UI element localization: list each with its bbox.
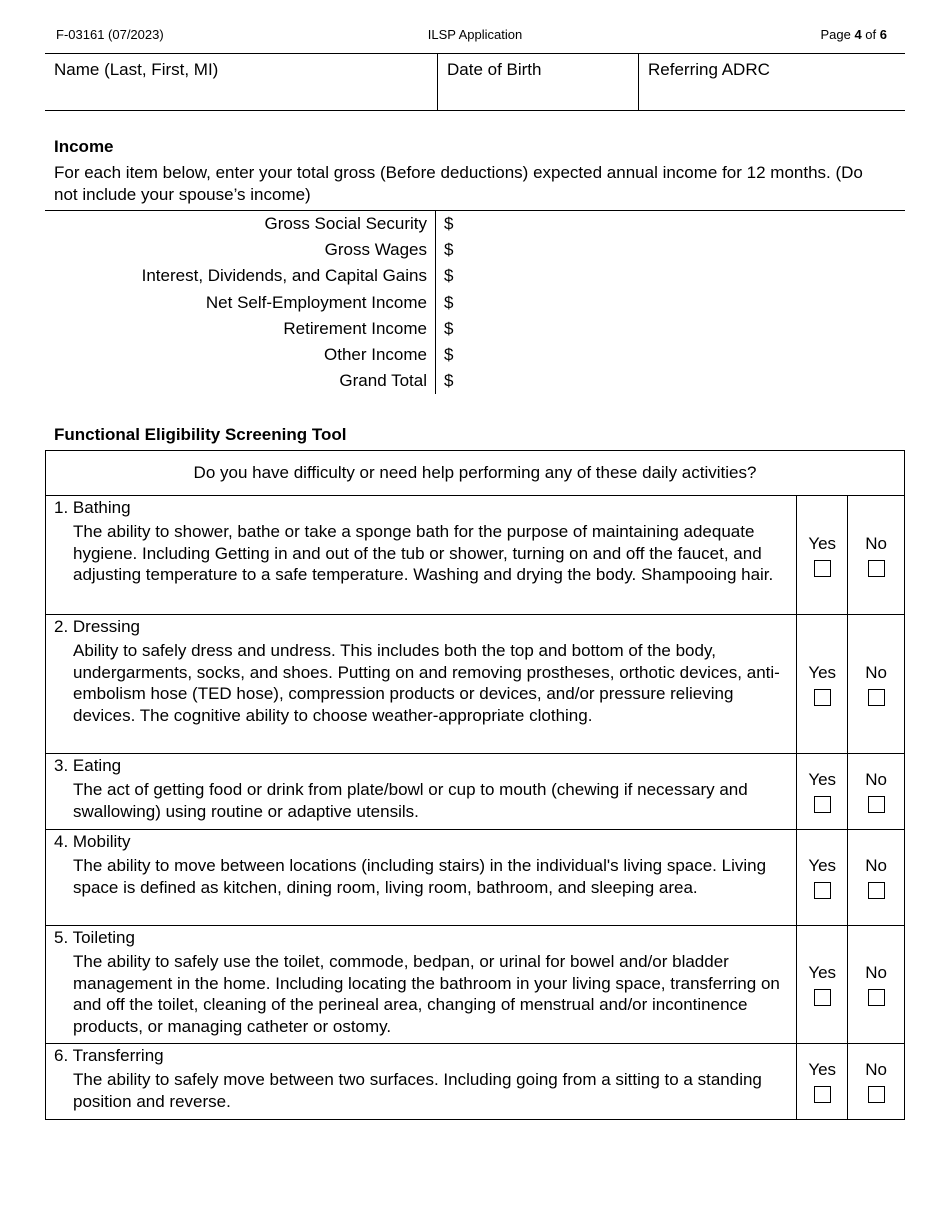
income-amount-cell [436,211,843,237]
income-label [45,290,436,316]
activity-title: 6. Transferring [54,1046,164,1065]
page-of: of [861,27,880,42]
yes-cell [797,830,848,925]
income-label [45,368,436,394]
activity-text [46,754,797,829]
currency-symbol: $ [444,318,454,338]
adrc-label: Referring ADRC [648,60,770,79]
fest-title: Functional Eligibility Screening Tool [54,425,347,444]
activity-title: 1. Bathing [54,498,131,517]
activity-description: The act of getting food or drink from plate/bowl or cup to mouth (chewing if necessary and swallowing) using routine or adaptive utensils. [73,780,748,821]
income-label-text: Retirement Income [283,318,427,338]
activity-row [46,830,904,926]
income-amount-cell [436,290,843,316]
no-cell [848,615,904,753]
income-description: For each item below, enter your total gross (Before deductions) expected annual income for 12 months. (Do not include your spouse’s income) [54,163,863,204]
income-row [45,316,843,342]
yes-checkbox[interactable] [814,560,831,577]
name-cell [45,54,437,110]
no-cell [848,1044,904,1119]
income-label-text: Gross Wages [324,240,427,260]
yes-cell [797,754,848,829]
activity-row [46,926,904,1044]
yes-label: Yes [808,662,837,682]
yes-cell [797,1044,848,1119]
yes-checkbox[interactable] [814,689,831,706]
no-checkbox[interactable] [868,560,885,577]
currency-symbol: $ [444,345,454,365]
income-row [45,237,843,263]
income-row [45,290,843,316]
activity-text [46,1044,797,1119]
activity-description: The ability to shower, bathe or take a sponge bath for the purpose of maintaining adequate hygiene. Including Getting in and out of the tub or shower, turning on and off the faucet, and adjusting temperature to a safe temperature. Washing and drying the body. Shampooing hair. [73,522,774,584]
income-row [45,342,843,368]
currency-symbol: $ [444,214,454,234]
currency-symbol: $ [444,292,454,312]
income-amount-cell [436,316,843,342]
income-amount-input[interactable] [459,318,843,340]
no-cell [848,496,904,614]
income-amount-cell [436,263,843,289]
activity-text [46,830,797,925]
adrc-cell [638,54,905,110]
yes-checkbox[interactable] [814,882,831,899]
activity-text [46,615,797,753]
income-amount-cell [436,237,843,263]
income-amount-input[interactable] [459,239,843,261]
yes-cell [797,496,848,614]
page-indicator [820,27,887,42]
page-prefix: Page [820,27,855,42]
activity-title: 3. Eating [54,756,122,775]
activity-row [46,615,904,754]
yes-checkbox[interactable] [814,796,831,813]
adrc-field[interactable] [643,85,901,107]
activity-description: The ability to move between locations (including stairs) in the individual's living space. Living space is defined as kitchen, dining room, living room, bathroom, and sleeping area. [73,856,767,897]
no-checkbox[interactable] [868,689,885,706]
activity-row [46,496,904,615]
page-total: 6 [879,27,887,42]
no-label: No [865,1060,887,1079]
yes-label: Yes [808,856,837,875]
form-number: F-03161 (07/2023) [56,27,164,42]
yes-label: Yes [808,770,837,789]
name-field[interactable] [49,85,433,107]
income-label [45,263,436,289]
no-checkbox[interactable] [868,882,885,899]
no-cell [848,926,904,1043]
income-label-text: Net Self-Employment Income [205,292,427,312]
income-row [45,368,843,394]
activity-title: 4. Mobility [54,832,131,851]
yes-label: Yes [808,533,837,553]
income-row [45,263,843,289]
activity-description: The ability to safely use the toilet, commode, bedpan, or urinal for bowel and/or bladder management in the home. Including locating the bathroom in your living space, transferring on and off the toilet, cleaning of the perineal area, changing of menstrual and/or incontinence products, or managing catheter or ostomy. [73,952,780,1036]
no-checkbox[interactable] [868,796,885,813]
activity-text [46,496,797,614]
activity-row [46,754,904,830]
income-amount-input[interactable] [459,370,843,392]
currency-symbol: $ [444,266,454,286]
form-title: ILSP Application [427,27,523,42]
page-current: 4 [854,27,862,42]
name-label: Name (Last, First, MI) [54,60,219,79]
no-cell [848,754,904,829]
yes-checkbox[interactable] [814,1086,831,1103]
income-row [45,211,843,237]
income-amount-cell [436,368,843,394]
no-label: No [865,856,887,875]
fest-question: Do you have difficulty or need help performing any of these daily activities? [46,451,904,496]
income-amount-input[interactable] [459,292,843,314]
yes-label: Yes [808,963,837,982]
activity-description: Ability to safely dress and undress. This includes both the top and bottom of the body, undergarments, socks, and shoes. Putting on and removing prostheses, orthotic devices, anti-embolism hose (TED hose), compression products or devices, and/or pressure relieving devices. The cognitive ability to choose weather-appropriate clothing. [73,641,780,725]
activity-title: 5. Toileting [54,928,135,947]
income-amount-cell [436,342,843,368]
activity-row [46,1044,904,1119]
dob-label: Date of Birth [447,60,542,79]
identity-table [45,53,905,111]
dob-cell [437,54,638,110]
no-label: No [865,770,887,789]
yes-label: Yes [808,1060,837,1079]
no-cell [848,830,904,925]
income-label-text: Other Income [324,345,427,365]
activity-text [46,926,797,1043]
income-amount-input[interactable] [459,265,843,287]
no-checkbox[interactable] [868,989,885,1006]
income-title: Income [54,137,114,156]
yes-cell [797,926,848,1043]
no-label: No [865,533,887,553]
currency-symbol: $ [444,240,454,260]
income-amount-input[interactable] [459,344,843,366]
no-checkbox[interactable] [868,1086,885,1103]
income-label [45,342,436,368]
income-amount-input[interactable] [459,213,843,235]
income-label-text: Gross Social Security [264,214,427,234]
activity-title: 2. Dressing [54,617,140,636]
income-table [45,211,843,394]
activity-description: The ability to safely move between two surfaces. Including going from a sitting to a standing position and reverse. [73,1070,762,1111]
dob-field[interactable] [442,85,634,107]
yes-cell [797,615,848,753]
income-label-text: Grand Total [339,371,427,391]
income-label [45,237,436,263]
income-label [45,316,436,342]
no-label: No [865,662,887,682]
yes-checkbox[interactable] [814,989,831,1006]
currency-symbol: $ [444,371,454,391]
income-label-text: Interest, Dividends, and Capital Gains [141,266,427,286]
income-label [45,211,436,237]
fest-table [45,450,905,1120]
no-label: No [865,963,887,982]
